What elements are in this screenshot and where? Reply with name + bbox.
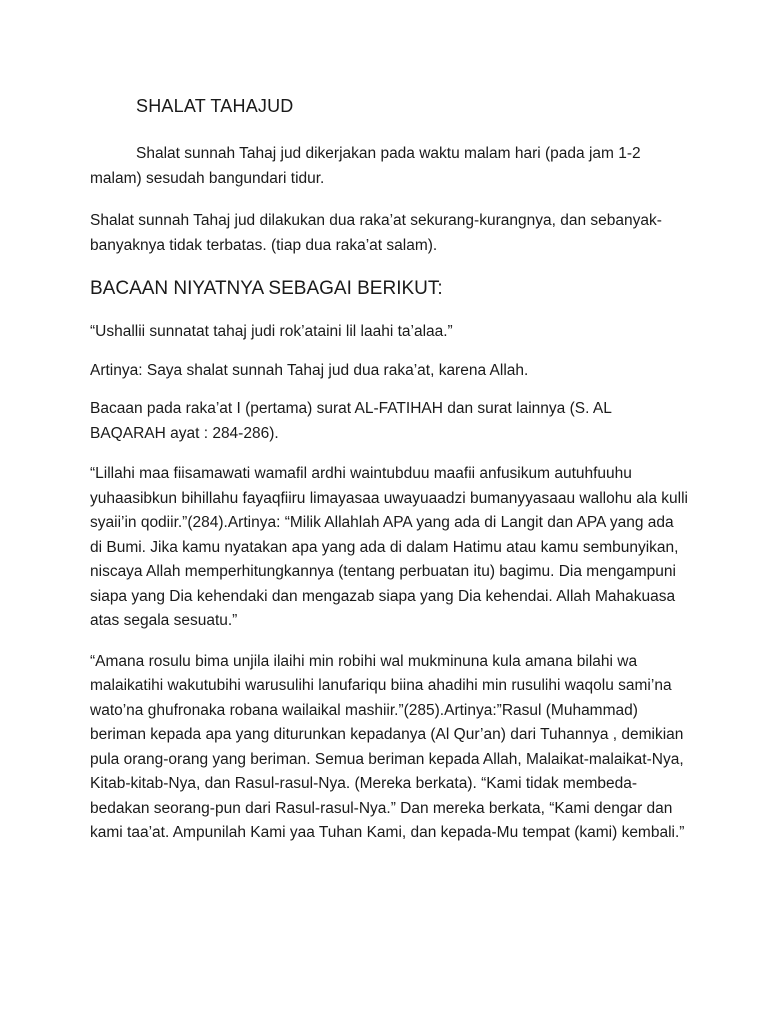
document-body (90, 94, 688, 862)
page-title: SHALAT TAHAJUD (136, 96, 294, 116)
intro-paragraph-rakaat: Shalat sunnah Tahaj jud dilakukan dua raka’at sekurang-kurangnya, dan sebanyak-banyaknya tidak terbatas. (tiap dua raka’at salam). (90, 212, 662, 254)
verse-284-paragraph: “Lillahi maa fiisamawati wamafil ardhi waintubduu maafii anfusikum autuhfuuhu yuhaasibkun bihillahu fayaqfiiru limayasaa uwayuaadzi bumanyyasaau wallohu ala kulli syaii’in qodiir.”(284).Artinya: “Milik Allahlah APA yang ada di Langit dan APA yang ada di Bumi. Jika kamu nyatakan apa yang ada di dalam Hatimu atau kamu sembunyikan, niscaya Allah memperhitungkannya (tentang perbuatan itu) bagimu. Dia mengampuni siapa yang Dia kehendaki dan mengazab siapa yang Dia kehendai. Allah Mahakuasa atas segala sesuatu.” (90, 465, 688, 629)
intro-paragraph-time: Shalat sunnah Tahaj jud dikerjakan pada waktu malam hari (pada jam 1-2 malam) sesudah bangundari tidur. (90, 145, 641, 187)
niat-meaning: Artinya: Saya shalat sunnah Tahaj jud dua raka’at, karena Allah. (90, 361, 529, 379)
verse-285-paragraph: “Amana rosulu bima unjila ilaihi min robihi wal mukminuna kula amana bilahi wa malaikatihi wakutubihi warusulihi lanufariqu biina ahadihi min rusulihi waqolu sami’na wato’na ghufronaka robana wailaikal mashiir.”(285).Artinya:”Rasul (Muhammad) beriman kepada apa yang diturunkan kepadanya (Al Qur’an) dari Tuhannya , demikian pula orang-orang yang beriman. Semua beriman kepada Allah, Malaikat-malaikat-Nya, Kitab-kitab-Nya, dan Rasul-rasul-Nya. (Mereka berkata). “Kami tidak membeda-bedakan seorang-pun dari Rasul-rasul-Nya.” Dan mereka berkata, “Kami dengar dan kami taa’at. Ampunilah Kami yaa Tuhan Kami, dan kepada-Mu tempat (kami) kembali.” (90, 652, 685, 841)
niat-heading: BACAAN NIYATNYA SEBAGAI BERIKUT: (90, 278, 443, 299)
reading-instruction: Bacaan pada raka’at I (pertama) surat AL-FATIHAH dan surat lainnya (S. AL BAQARAH ayat : 284-286). (90, 400, 612, 442)
niat-text: “Ushallii sunnatat tahaj judi rok’ataini lil laahi ta’alaa.” (90, 323, 453, 340)
